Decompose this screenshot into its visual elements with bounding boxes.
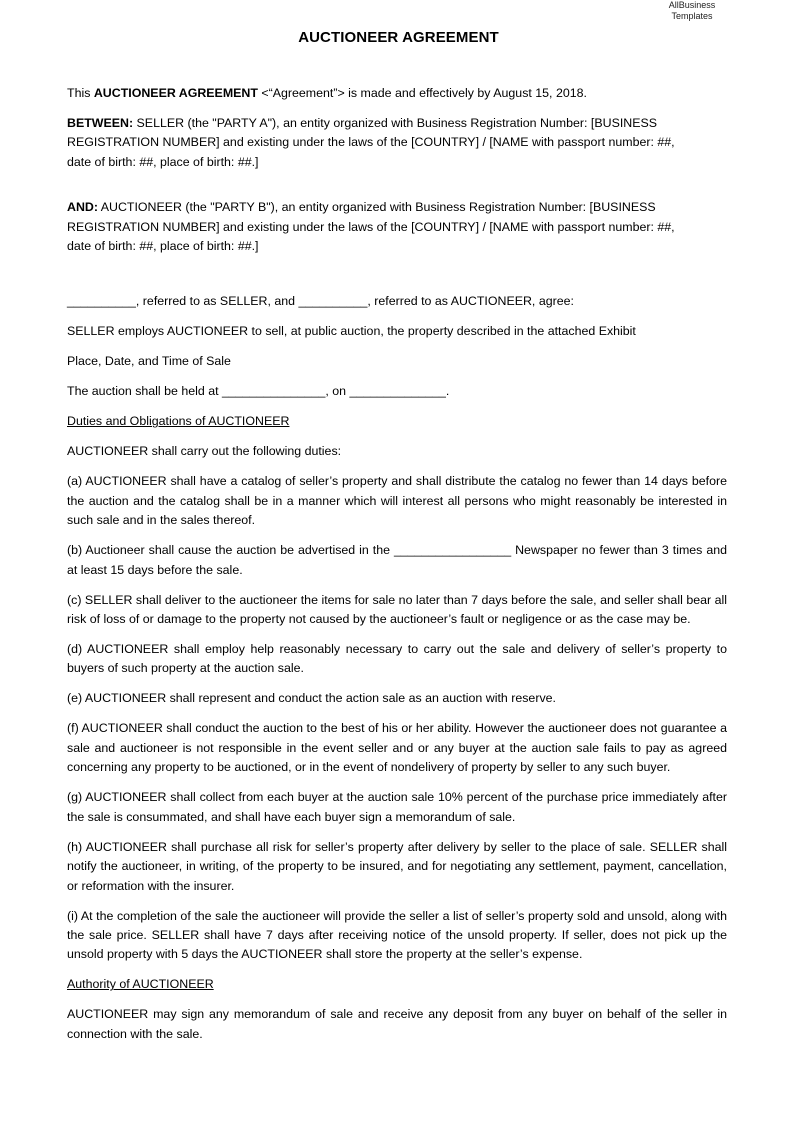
duties-intro: AUCTIONEER shall carry out the following duties: <box>67 444 342 459</box>
and-line-3: date of birth: ##, place of birth: ##.] <box>67 239 259 254</box>
referred-paragraph: __________, referred to as SELLER, and __________, referred to as AUCTIONEER, agree: <box>67 294 574 309</box>
document-body <box>67 84 727 1055</box>
duty-a: (a) AUCTIONEER shall have a catalog of seller’s property and shall distribute the catalog no fewer than 14 days before the auction and the catalog shall be in a manner which will interest all persons who might reasonably be interested in such sale and in the sales thereof. <box>67 474 727 528</box>
and-line-1: AUCTIONEER (the "PARTY B"), an entity organized with Business Registration Number: [BUSINESS <box>97 200 656 215</box>
between-paragraph <box>67 114 727 172</box>
authority-paragraph: AUCTIONEER may sign any memorandum of sale and receive any deposit from any buyer on behalf of the seller in connection with the sale. <box>67 1007 727 1041</box>
between-line-2: REGISTRATION NUMBER] and existing under the laws of the [COUNTRY] / [NAME with passport number: ##, <box>67 135 675 150</box>
duty-h: (h) AUCTIONEER shall purchase all risk for seller’s property after delivery by seller to the place of sale. SELLER shall notify the auctioneer, in writing, of the property to be insured, and for negotiating any settlement, payment, cancellation, or reformation with the insurer. <box>67 839 727 893</box>
duty-c: (c) SELLER shall deliver to the auctioneer the items for sale no later than 7 days before the sale, and seller shall bear all risk of loss of or damage to the property not caused by the auctioneer’s fault or negligence or as the case may be. <box>67 592 727 627</box>
duty-e: (e) AUCTIONEER shall represent and conduct the action sale as an auction with reserve. <box>67 691 556 706</box>
duty-g: (g) AUCTIONEER shall collect from each buyer at the auction sale 10% percent of the purchase price immediately after the sale is consummated, and shall have each buyer sign a memorandum of sale. <box>67 790 727 824</box>
intro-pre: This <box>67 86 94 100</box>
between-label: BETWEEN: <box>67 116 134 130</box>
authority-heading: Authority of AUCTIONEER <box>67 977 214 992</box>
duty-d: (d) AUCTIONEER shall employ help reasonably necessary to carry out the sale and delivery of seller’s property to buyers of such property at the auction sale. <box>67 642 727 676</box>
document-title: AUCTIONEER AGREEMENT <box>298 29 499 46</box>
and-line-2: REGISTRATION NUMBER] and existing under the laws of the [COUNTRY] / [NAME with passport number: ##, <box>67 219 675 234</box>
and-paragraph <box>67 198 727 256</box>
brand-logo <box>662 0 722 22</box>
duties-heading: Duties and Obligations of AUCTIONEER <box>67 414 290 429</box>
intro-paragraph <box>67 84 727 103</box>
duty-b: (b) Auctioneer shall cause the auction be advertised in the _________________ Newspaper no fewer than 3 times and at least 15 days before the sale. <box>67 543 727 577</box>
duty-f: (f) AUCTIONEER shall conduct the auction to the best of his or her ability. However the auctioneer does not guarantee a sale and auctioneer is not responsible in the event seller and or any buyer at the auction sale fails to pay as agreed concerning any property to be auctioned, or in the event of nondelivery of property by seller to any such buyer. <box>67 721 727 775</box>
between-line-3: date of birth: ##, place of birth: ##.] <box>67 154 259 169</box>
place-heading: Place, Date, and Time of Sale <box>67 354 231 369</box>
and-label: AND: <box>67 200 98 215</box>
auction-held-paragraph: The auction shall be held at _______________, on ______________. <box>67 384 450 399</box>
brand-line-2: Templates <box>671 11 713 21</box>
intro-bold: AUCTIONEER AGREEMENT <box>93 86 258 100</box>
between-line-1: SELLER (the "PARTY A"), an entity organized with Business Registration Number: [BUSINESS <box>133 116 658 130</box>
duty-i: (i) At the completion of the sale the auctioneer will provide the seller a list of seller’s property sold and unsold, along with the sale price. SELLER shall have 7 days after receiving notice of the unsold property. If seller, does not pick up the unsold property with 5 days the AUCTIONEER shall store the property at the seller’s expense. <box>67 908 727 962</box>
employs-paragraph: SELLER employs AUCTIONEER to sell, at public auction, the property described in the attached Exhibit <box>67 324 636 339</box>
brand-line-1: AllBusiness <box>668 0 716 10</box>
intro-post: <“Agreement”> is made and effectively by August 15, 2018. <box>257 86 587 100</box>
